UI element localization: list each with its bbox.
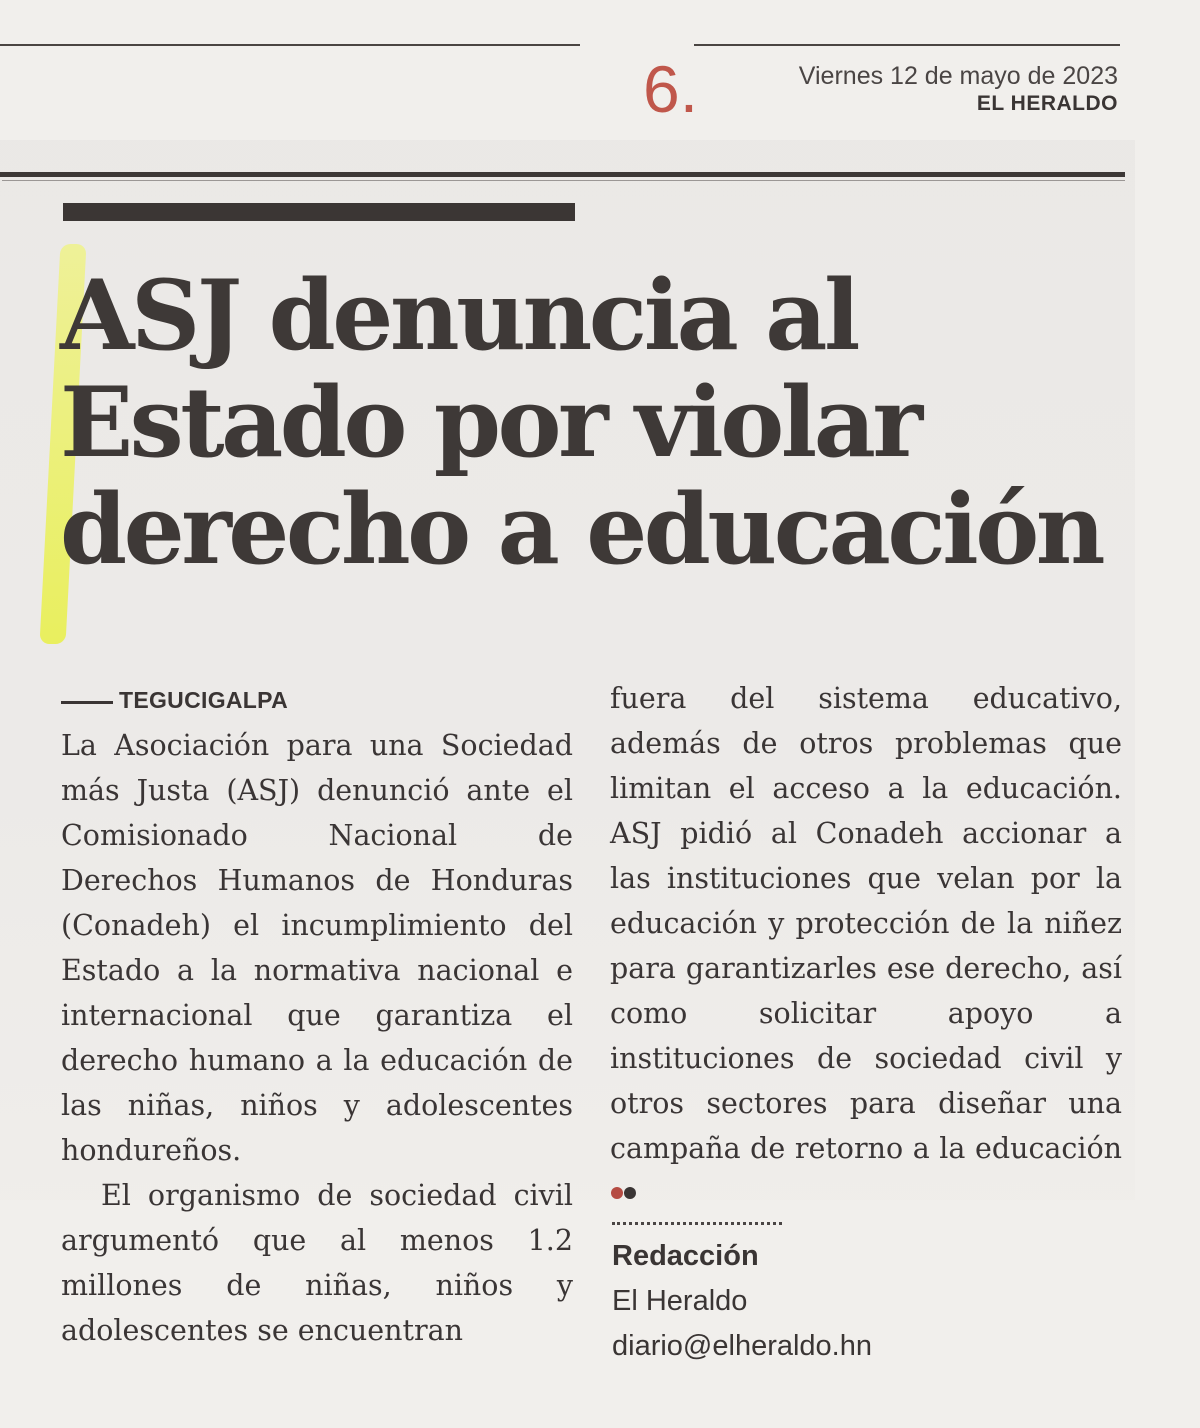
article-column-right (610, 676, 1122, 1216)
top-rule-right (694, 44, 1120, 46)
publication-date: Viernes 12 de mayo de 2023 (798, 62, 1118, 90)
headline-line-2: Estado por violar (60, 366, 920, 479)
article-column-left (61, 676, 573, 1353)
headline (60, 259, 1140, 586)
body-paragraph-3-text: fuera del sistema educativo, además de otros problemas que limitan el acceso a la educación. ASJ pidió al Conadeh accionar a las instituciones que velan por la educación y protección de la niñez para garantizarles ese derecho, así como solicitar apoyo a instituciones de sociedad civil y otros sectores para diseñar una campaña de retorno a la educación (610, 682, 1122, 1165)
newspaper-name: EL HERALDO (976, 92, 1118, 115)
dateline (61, 676, 573, 723)
end-mark-dot-dark (624, 1187, 636, 1199)
body-paragraph-3 (610, 676, 1122, 1216)
dateline-city: TEGUCIGALPA (119, 687, 288, 713)
header-divider-thin (2, 180, 1125, 181)
headline-line-1: ASJ denuncia al (60, 259, 857, 372)
body-paragraph-1: La Asociación para una Sociedad más Justa (ASJ) denunció ante el Comisionado Nacional de Derechos Humanos de Honduras (Conadeh) el incumplimiento del Estado a la normativa nacional e internacional que garantiza el derecho humano a la educación de las niñas, niños y adolescentes hondureños. (61, 729, 573, 1167)
kicker-bar (63, 203, 575, 221)
signature-separator (612, 1222, 782, 1225)
byline-outlet: El Heraldo (612, 1285, 748, 1317)
page-number: 6. (643, 52, 699, 126)
headline-line-3: derecho a educación (60, 473, 1103, 586)
top-rule-left (0, 44, 580, 46)
byline-email: diario@elheraldo.hn (612, 1330, 872, 1362)
header-divider (0, 172, 1125, 177)
end-mark-dot-red (611, 1187, 623, 1199)
body-paragraph-2: El organismo de sociedad civil argumentó que al menos 1.2 millones de niñas, niños y adolescentes se encuentran (61, 1179, 573, 1347)
byline-title: Redacción (612, 1240, 759, 1272)
